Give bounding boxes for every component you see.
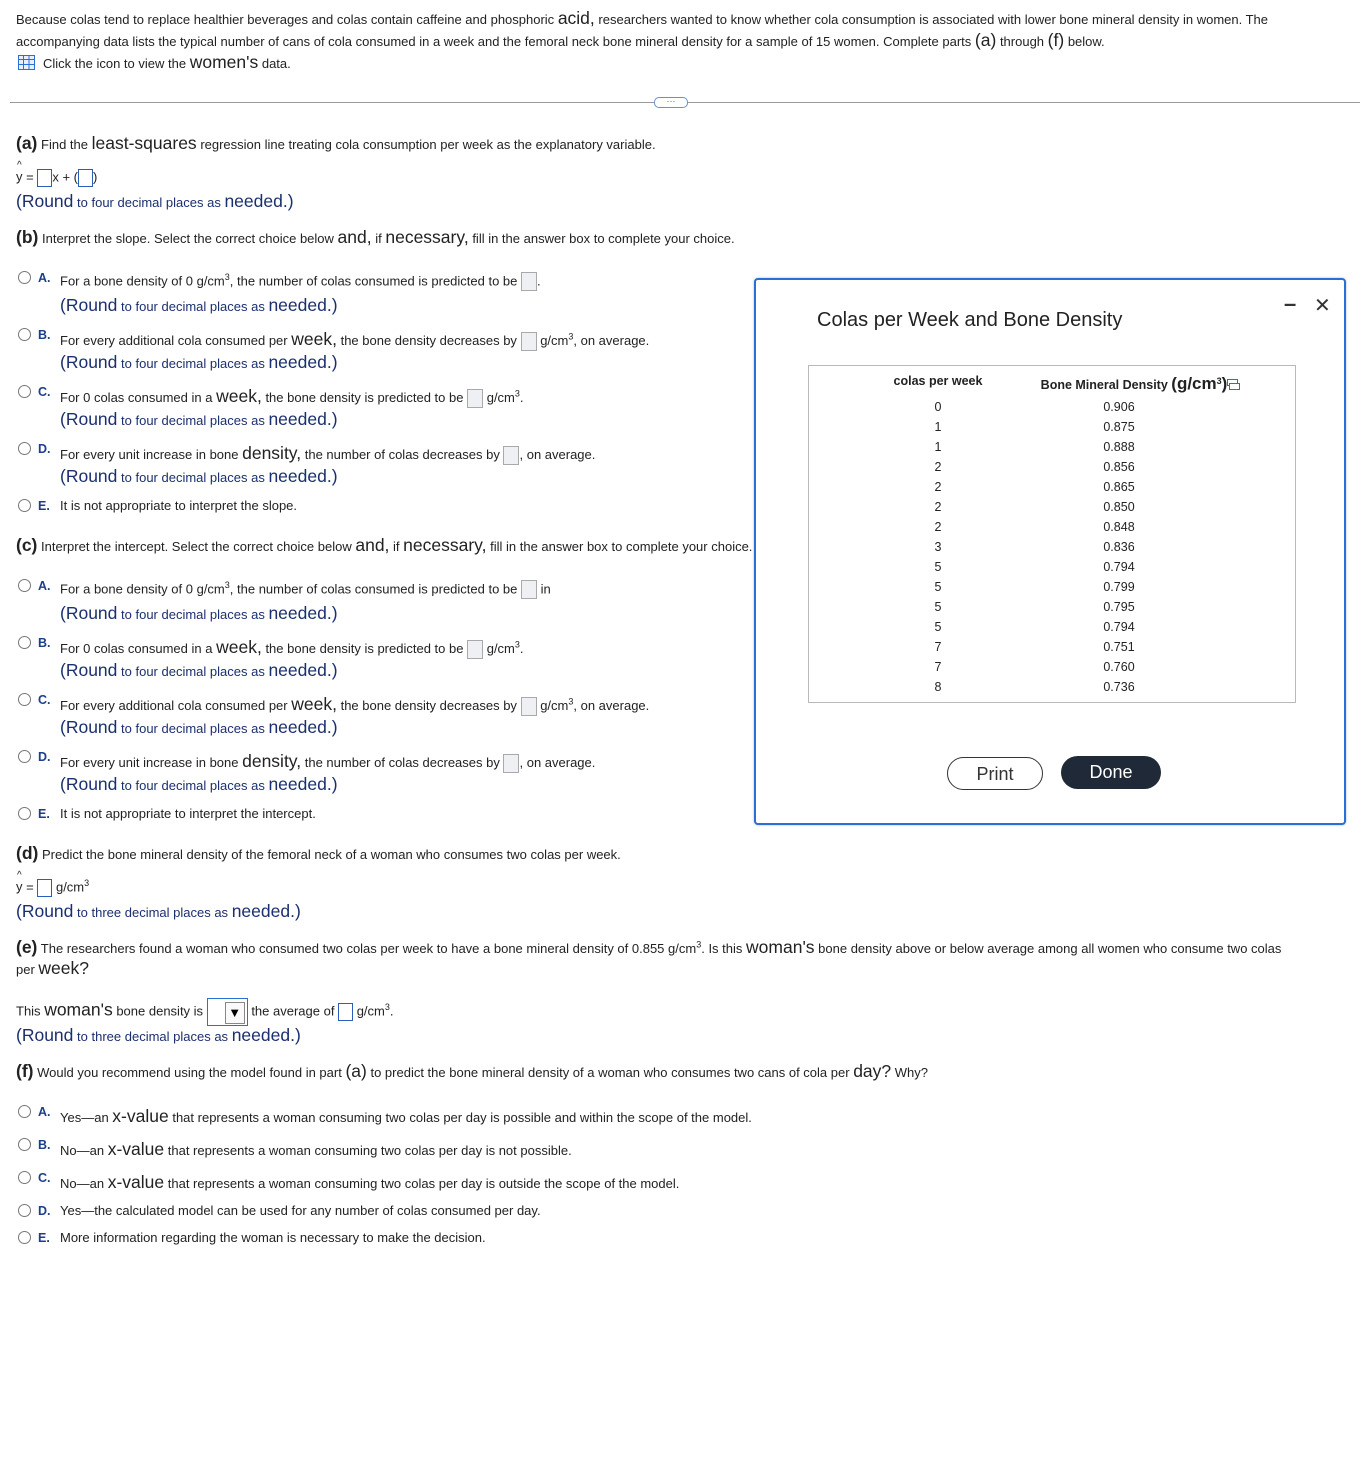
colas-cell: 1 <box>934 420 942 434</box>
answer-box[interactable] <box>467 389 483 408</box>
above-below-dropdown[interactable] <box>207 998 248 1026</box>
colas-cell: 7 <box>934 640 942 654</box>
radio-f-c[interactable] <box>18 1171 31 1184</box>
answer-box[interactable] <box>521 272 537 291</box>
done-button[interactable]: Done <box>1061 756 1161 789</box>
colas-cell: 5 <box>934 560 942 574</box>
answer-box[interactable] <box>503 754 519 773</box>
radio-c-c[interactable] <box>18 693 31 706</box>
part-e-prompt-line2: per week? <box>16 958 90 978</box>
colas-cell: 0 <box>934 400 942 414</box>
colas-cell: 7 <box>934 660 942 674</box>
answer-box[interactable] <box>521 332 537 351</box>
density-cell: 0.799 <box>1103 580 1135 594</box>
part-b-prompt: (b) Interpret the slope. Select the correct choice below and, if necessary, fill in the answer box to complete your choice. <box>16 227 735 247</box>
intro-line-2: accompanying data lists the typical number of cans of cola consumed in a week and the femoral neck bone mineral density for a sample of 15 women. Complete parts (a) through (f) below. <box>16 30 1105 50</box>
part-e-prompt-line1: (e) The researchers found a woman who consumed two colas per week to have a bone mineral density of 0.855 $g/cm^3$. Is this woman's bone density above or below average among all women who consume two colas <box>16 937 1282 957</box>
radio-f-e[interactable] <box>18 1231 31 1244</box>
density-cell: 0.848 <box>1103 520 1135 534</box>
radio-b-b[interactable] <box>18 328 31 341</box>
density-cell: 0.751 <box>1103 640 1135 654</box>
colas-cell: 5 <box>934 620 942 634</box>
part-a-prompt: (a) Find the least-squares regression line treating cola consumption per week as the explanatory variable. <box>16 133 656 153</box>
colas-cell: 3 <box>934 540 942 554</box>
radio-c-a[interactable] <box>18 579 31 592</box>
colas-cell: 5 <box>934 600 942 614</box>
intro-line-1: Because colas tend to replace healthier beverages and colas contain caffeine and phosphoric acid, researchers wanted to know whether cola consumption is associated with lower bone mineral density in women. The <box>16 8 1269 28</box>
answer-box[interactable] <box>521 580 537 599</box>
minimize-icon[interactable]: – <box>1284 291 1297 316</box>
answer-box[interactable] <box>521 697 537 716</box>
part-d-equation: ^ $y = g/cm^3$ <box>16 878 89 897</box>
density-cell: 0.906 <box>1103 400 1135 414</box>
density-cell: 0.794 <box>1103 560 1135 574</box>
answer-box[interactable] <box>503 446 519 465</box>
data-link-row: Click the icon to view the women's data. <box>18 52 291 73</box>
colas-cell: 2 <box>934 480 942 494</box>
density-cell: 0.794 <box>1103 620 1135 634</box>
slope-input[interactable] <box>37 169 52 187</box>
table-header-colas: colas per week <box>893 374 983 388</box>
density-cell: 0.865 <box>1103 480 1135 494</box>
density-cell: 0.836 <box>1103 540 1135 554</box>
radio-b-c[interactable] <box>18 385 31 398</box>
colas-cell: 2 <box>934 520 942 534</box>
part-d-round-note: (Round to three decimal places as needed.) <box>16 901 301 921</box>
colas-cell: 2 <box>934 500 942 514</box>
density-cell: 0.850 <box>1103 500 1135 514</box>
radio-b-d[interactable] <box>18 442 31 455</box>
part-a-round-note: (Round to four decimal places as needed.) <box>16 191 294 211</box>
colas-cell: 8 <box>934 680 942 694</box>
density-cell: 0.888 <box>1103 440 1135 454</box>
density-cell: 0.856 <box>1103 460 1135 474</box>
part-a-equation: ^ y = x + ( ) <box>16 169 97 187</box>
radio-c-b[interactable] <box>18 636 31 649</box>
colas-cell: 1 <box>934 440 942 454</box>
part-c-prompt: (c) Interpret the intercept. Select the correct choice below and, if necessary, fill in the answer box to complete your choice. <box>16 535 753 555</box>
average-input[interactable] <box>338 1003 353 1021</box>
chevron-down-icon: ▼ <box>225 1002 245 1024</box>
radio-f-a[interactable] <box>18 1105 31 1118</box>
radio-c-d[interactable] <box>18 750 31 763</box>
part-e-answer: This woman's bone density is ▼ the average of $g/cm^3$. <box>16 998 394 1026</box>
density-cell: 0.875 <box>1103 420 1135 434</box>
colas-cell: 5 <box>934 580 942 594</box>
data-dialog <box>754 278 1346 825</box>
part-d-prompt: (d) Predict the bone mineral density of the femoral neck of a woman who consumes two colas per week. <box>16 843 621 863</box>
radio-c-e[interactable] <box>18 807 31 820</box>
print-button[interactable]: Print <box>947 757 1043 790</box>
table-header-density: Bone Mineral Density $(g/cm^3)$ <box>1040 374 1228 393</box>
expand-handle[interactable]: ··· <box>654 97 688 108</box>
radio-f-b[interactable] <box>18 1138 31 1151</box>
table-icon[interactable] <box>18 55 35 70</box>
radio-f-d[interactable] <box>18 1204 31 1217</box>
dialog-title: Colas per Week and Bone Density <box>817 309 1123 331</box>
close-icon[interactable]: ✕ <box>1314 295 1331 317</box>
part-e-round-note: (Round to three decimal places as needed.) <box>16 1025 301 1045</box>
prediction-input[interactable] <box>37 879 52 897</box>
copy-icon[interactable] <box>1227 378 1240 393</box>
intercept-input[interactable] <box>78 169 93 187</box>
part-f-prompt: (f) Would you recommend using the model found in part (a) to predict the bone mineral density of a woman who consumes two cans of cola per day? Why? <box>16 1061 928 1081</box>
radio-b-e[interactable] <box>18 499 31 512</box>
radio-b-a[interactable] <box>18 271 31 284</box>
density-cell: 0.795 <box>1103 600 1135 614</box>
density-cell: 0.760 <box>1103 660 1135 674</box>
answer-box[interactable] <box>467 640 483 659</box>
colas-cell: 2 <box>934 460 942 474</box>
density-cell: 0.736 <box>1103 680 1135 694</box>
data-table <box>808 365 1296 703</box>
